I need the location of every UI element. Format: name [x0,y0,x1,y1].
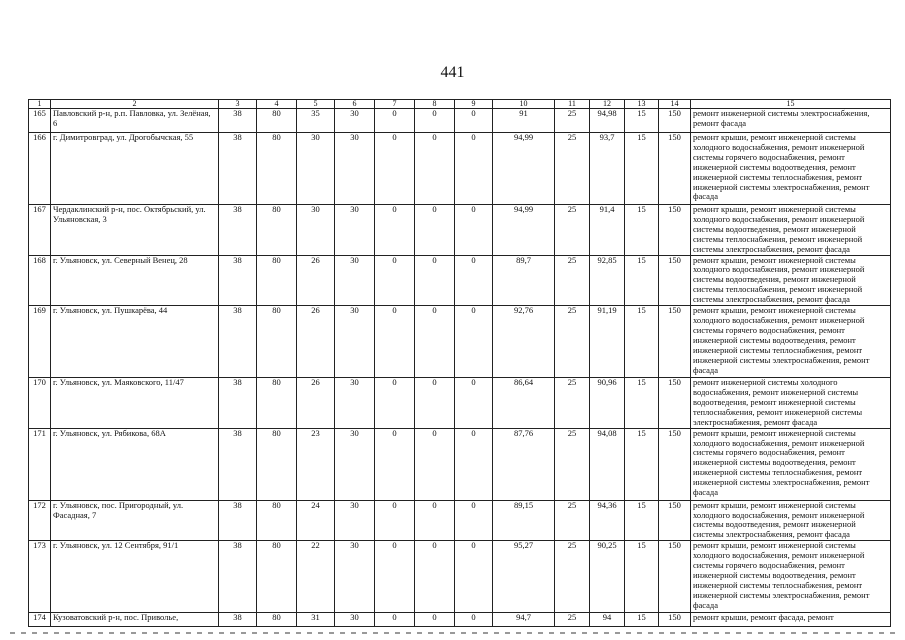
value-cell: 0 [455,255,493,306]
column-header: 7 [375,100,415,109]
value-cell: 38 [219,428,257,500]
value-cell: 15 [625,541,659,613]
works-cell: ремонт крыши, ремонт фасада, ремонт [691,613,891,627]
value-cell: 25 [555,306,590,378]
value-cell: 0 [375,306,415,378]
column-header: 4 [257,100,297,109]
value-cell: 25 [555,109,590,133]
value-cell: 0 [415,205,455,256]
value-cell: 92,85 [590,255,625,306]
column-header: 14 [659,100,691,109]
value-cell: 15 [625,255,659,306]
value-cell: 0 [375,613,415,627]
value-cell: 25 [555,541,590,613]
value-cell: 0 [455,541,493,613]
value-cell: 26 [297,378,335,429]
value-cell: 91 [493,109,555,133]
value-cell: 0 [415,541,455,613]
value-cell: 0 [415,306,455,378]
value-cell: 15 [625,205,659,256]
value-cell: 89,7 [493,255,555,306]
value-cell: 15 [625,613,659,627]
table-row [29,613,891,627]
value-cell: 80 [257,428,297,500]
value-cell: 80 [257,306,297,378]
page-number: 441 [440,64,465,81]
works-cell: ремонт крыши, ремонт инженерной системы холодного водоснабжения, ремонт инженерной системы горячего водоснабжения, ремонт инженерной системы водоотведения, ремонт инженерной системы теплоснабжения, ремонт инженерной системы электроснабжения, ремонт фасада [691,306,891,378]
address-cell: г. Димитровград, ул. Дрогобычская, 55 [51,133,219,205]
column-header: 3 [219,100,257,109]
register-table [28,99,891,627]
value-cell: 0 [455,109,493,133]
table-row [29,306,891,378]
value-cell: 38 [219,541,257,613]
column-header: 5 [297,100,335,109]
value-cell: 38 [219,205,257,256]
value-cell: 150 [659,109,691,133]
value-cell: 0 [375,378,415,429]
value-cell: 150 [659,428,691,500]
value-cell: 25 [555,378,590,429]
value-cell: 30 [335,541,375,613]
column-header: 10 [493,100,555,109]
value-cell: 80 [257,500,297,541]
value-cell: 0 [415,378,455,429]
value-cell: 150 [659,613,691,627]
row-number-cell: 173 [29,541,51,613]
value-cell: 0 [415,133,455,205]
value-cell: 80 [257,378,297,429]
value-cell: 15 [625,306,659,378]
row-number-cell: 172 [29,500,51,541]
value-cell: 31 [297,613,335,627]
value-cell: 30 [335,109,375,133]
value-cell: 89,15 [493,500,555,541]
table-row [29,500,891,541]
value-cell: 25 [555,428,590,500]
address-cell: г. Ульяновск, ул. Маяковского, 11/47 [51,378,219,429]
value-cell: 150 [659,205,691,256]
value-cell: 38 [219,378,257,429]
value-cell: 80 [257,133,297,205]
row-number-cell: 167 [29,205,51,256]
value-cell: 30 [335,306,375,378]
value-cell: 80 [257,613,297,627]
value-cell: 95,27 [493,541,555,613]
value-cell: 15 [625,133,659,205]
value-cell: 30 [335,205,375,256]
value-cell: 30 [297,205,335,256]
value-cell: 0 [375,255,415,306]
value-cell: 0 [455,306,493,378]
value-cell: 80 [257,109,297,133]
works-cell: ремонт крыши, ремонт инженерной системы холодного водоснабжения, ремонт инженерной системы водоотведения, ремонт инженерной системы теплоснабжения, ремонт инженерной системы электроснабжения, ремонт фасада [691,205,891,256]
row-number-cell: 174 [29,613,51,627]
value-cell: 0 [415,109,455,133]
works-cell: ремонт крыши, ремонт инженерной системы холодного водоснабжения, ремонт инженерной системы горячего водоснабжения, ремонт инженерной системы водоотведения, ремонт инженерной системы теплоснабжения, ремонт инженерной системы электроснабжения, ремонт фасада [691,428,891,500]
value-cell: 0 [415,613,455,627]
value-cell: 150 [659,541,691,613]
value-cell: 0 [375,109,415,133]
row-number-cell: 171 [29,428,51,500]
value-cell: 91,19 [590,306,625,378]
value-cell: 25 [555,500,590,541]
row-number-cell: 166 [29,133,51,205]
value-cell: 94 [590,613,625,627]
works-cell: ремонт крыши, ремонт инженерной системы холодного водоснабжения, ремонт инженерной системы горячего водоснабжения, ремонт инженерной системы водоотведения, ремонт инженерной системы теплоснабжения, ремонт инженерной системы электроснабжения, ремонт фасада [691,541,891,613]
works-cell: ремонт крыши, ремонт инженерной системы холодного водоснабжения, ремонт инженерной системы водоотведения, ремонт инженерной системы теплоснабжения, ремонт инженерной системы электроснабжения, ремонт фасада [691,255,891,306]
column-header: 11 [555,100,590,109]
value-cell: 0 [455,428,493,500]
column-header: 1 [29,100,51,109]
row-number-cell: 168 [29,255,51,306]
column-header: 13 [625,100,659,109]
column-header: 6 [335,100,375,109]
value-cell: 150 [659,378,691,429]
value-cell: 30 [335,378,375,429]
value-cell: 0 [455,205,493,256]
value-cell: 94,98 [590,109,625,133]
value-cell: 15 [625,428,659,500]
value-cell: 30 [297,133,335,205]
address-cell: г. Ульяновск, ул. Рябикова, 68А [51,428,219,500]
works-cell: ремонт инженерной системы холодного водоснабжения, ремонт инженерной системы водоотведения, ремонт инженерной системы теплоснабжения, ремонт инженерной системы электроснабжения, ремонт фасада [691,378,891,429]
address-cell: г. Ульяновск, ул. Северный Венец, 28 [51,255,219,306]
value-cell: 38 [219,109,257,133]
value-cell: 25 [555,205,590,256]
value-cell: 30 [335,428,375,500]
value-cell: 30 [335,255,375,306]
scan-edge-mark [10,632,895,634]
value-cell: 0 [375,205,415,256]
value-cell: 150 [659,306,691,378]
value-cell: 93,7 [590,133,625,205]
column-header: 9 [455,100,493,109]
value-cell: 24 [297,500,335,541]
value-cell: 25 [555,613,590,627]
value-cell: 35 [297,109,335,133]
value-cell: 38 [219,133,257,205]
value-cell: 38 [219,613,257,627]
value-cell: 94,99 [493,205,555,256]
value-cell: 94,36 [590,500,625,541]
value-cell: 22 [297,541,335,613]
table-row [29,109,891,133]
row-number-cell: 169 [29,306,51,378]
value-cell: 80 [257,255,297,306]
value-cell: 94,08 [590,428,625,500]
works-cell: ремонт крыши, ремонт инженерной системы холодного водоснабжения, ремонт инженерной системы водоотведения, ремонт инженерной системы электроснабжения, ремонт фасада [691,500,891,541]
value-cell: 0 [415,428,455,500]
address-cell: г. Ульяновск, пос. Пригородный, ул. Фасадная, 7 [51,500,219,541]
value-cell: 90,96 [590,378,625,429]
value-cell: 0 [455,378,493,429]
value-cell: 150 [659,500,691,541]
column-header: 12 [590,100,625,109]
value-cell: 94,99 [493,133,555,205]
row-number-cell: 165 [29,109,51,133]
value-cell: 26 [297,306,335,378]
table-row [29,541,891,613]
value-cell: 15 [625,378,659,429]
value-cell: 38 [219,306,257,378]
address-cell: Кузоватовский р-н, пос. Приволье, [51,613,219,627]
value-cell: 15 [625,500,659,541]
value-cell: 0 [415,255,455,306]
address-cell: г. Ульяновск, ул. Пушкарёва, 44 [51,306,219,378]
value-cell: 0 [415,500,455,541]
value-cell: 0 [375,428,415,500]
works-cell: ремонт инженерной системы электроснабжения, ремонт фасада [691,109,891,133]
table-body [29,109,891,627]
value-cell: 15 [625,109,659,133]
table-row [29,133,891,205]
address-cell: Павловский р-н, р.п. Павловка, ул. Зелёная, 6 [51,109,219,133]
value-cell: 0 [455,500,493,541]
value-cell: 90,25 [590,541,625,613]
value-cell: 150 [659,255,691,306]
value-cell: 30 [335,133,375,205]
value-cell: 91,4 [590,205,625,256]
value-cell: 38 [219,255,257,306]
address-cell: г. Ульяновск, ул. 12 Сентября, 91/1 [51,541,219,613]
value-cell: 86,64 [493,378,555,429]
value-cell: 92,76 [493,306,555,378]
value-cell: 0 [375,541,415,613]
table-row [29,205,891,256]
works-cell: ремонт крыши, ремонт инженерной системы холодного водоснабжения, ремонт инженерной системы горячего водоснабжения, ремонт инженерной системы водоотведения, ремонт инженерной системы теплоснабжения, ремонт инженерной системы электроснабжения, ремонт фасада [691,133,891,205]
value-cell: 30 [335,613,375,627]
table-row [29,428,891,500]
value-cell: 94,7 [493,613,555,627]
row-number-cell: 170 [29,378,51,429]
value-cell: 0 [455,133,493,205]
value-cell: 25 [555,255,590,306]
value-cell: 80 [257,541,297,613]
value-cell: 30 [335,500,375,541]
value-cell: 80 [257,205,297,256]
column-header: 8 [415,100,455,109]
value-cell: 23 [297,428,335,500]
value-cell: 0 [375,133,415,205]
value-cell: 150 [659,133,691,205]
table-row [29,255,891,306]
value-cell: 0 [375,500,415,541]
header-row [29,100,891,109]
value-cell: 25 [555,133,590,205]
address-cell: Чердаклинский р-н, пос. Октябрьский, ул. Ульяновская, 3 [51,205,219,256]
column-header: 2 [51,100,219,109]
table-row [29,378,891,429]
value-cell: 0 [455,613,493,627]
value-cell: 26 [297,255,335,306]
value-cell: 87,76 [493,428,555,500]
value-cell: 38 [219,500,257,541]
column-header: 15 [691,100,891,109]
